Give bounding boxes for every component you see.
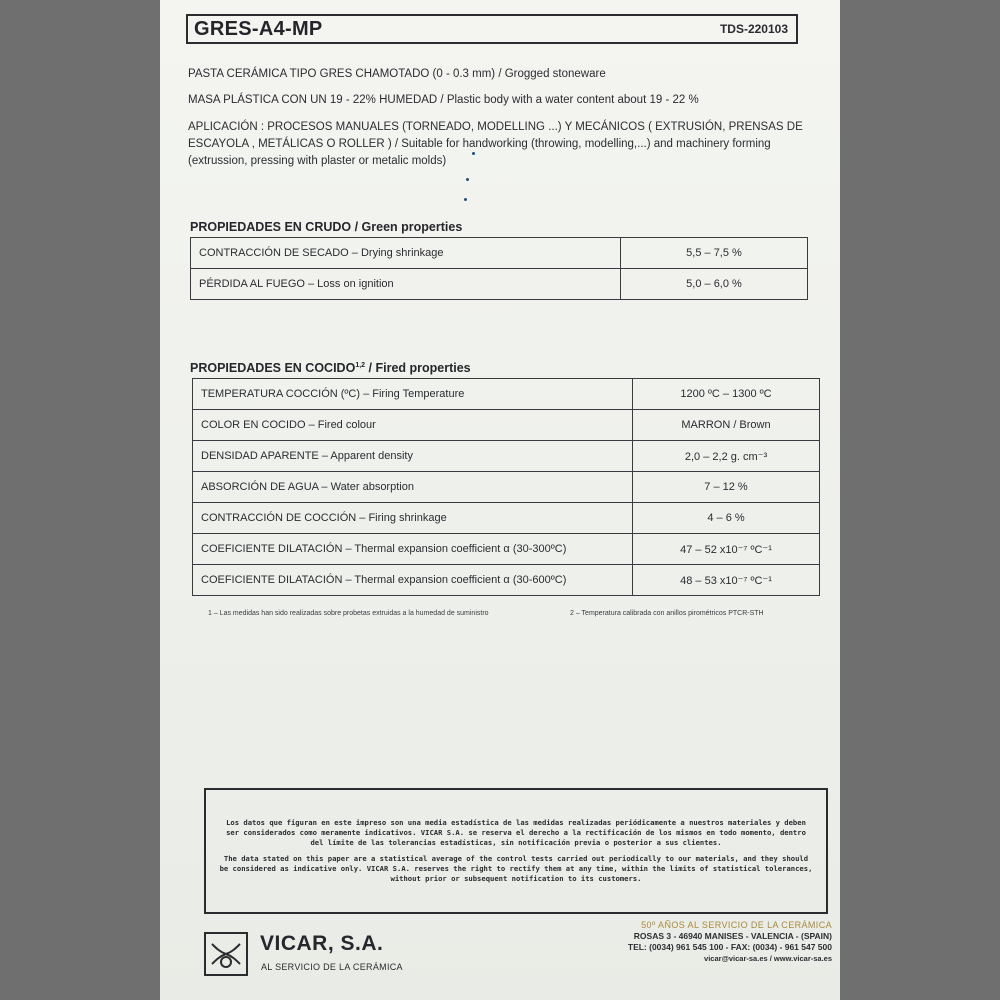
property-label: COLOR EN COCIDO – Fired colour bbox=[193, 410, 633, 441]
vicar-logo-icon bbox=[204, 932, 248, 976]
property-value: 7 – 12 % bbox=[633, 472, 820, 503]
disclaimer-english: The data stated on this paper are a statistical average of the control tests carried out periodically to our materials, and they should be considered as indicative only. VICAR S.A. reserves the right to rectify them at any time, within the limits of statistical tolerances, without prior or subsequent notification to its customers. bbox=[219, 854, 813, 883]
ink-speck bbox=[464, 198, 467, 201]
property-label: CONTRACCIÓN DE COCCIÓN – Firing shrinkage bbox=[193, 503, 633, 534]
property-value: 5,0 – 6,0 % bbox=[621, 269, 808, 300]
property-row bbox=[193, 410, 820, 441]
company-address-block bbox=[628, 920, 832, 964]
property-value: 5,5 – 7,5 % bbox=[621, 238, 808, 269]
document-code: TDS-220103 bbox=[719, 22, 788, 36]
property-label: COEFICIENTE DILATACIÓN – Thermal expansion coefficient α (30-600ºC) bbox=[193, 565, 633, 596]
property-value: 4 – 6 % bbox=[633, 503, 820, 534]
property-label: PÉRDIDA AL FUEGO – Loss on ignition bbox=[191, 269, 621, 300]
property-label: CONTRACCIÓN DE SECADO – Drying shrinkage bbox=[191, 238, 621, 269]
product-name: GRES-A4-MP bbox=[194, 18, 323, 40]
disclaimer-box bbox=[204, 788, 828, 914]
green-properties-table bbox=[190, 237, 808, 300]
property-label: ABSORCIÓN DE AGUA – Water absorption bbox=[193, 472, 633, 503]
property-row bbox=[193, 472, 820, 503]
address-line: ROSAS 3 - 46940 MANISES - VALENCIA - (SPAIN) bbox=[633, 931, 832, 941]
fired-properties-title bbox=[190, 361, 471, 375]
property-row bbox=[193, 503, 820, 534]
property-row bbox=[193, 441, 820, 472]
phone-line: TEL: (0034) 961 545 100 - FAX: (0034) - 961 547 500 bbox=[627, 942, 832, 952]
ink-speck bbox=[466, 178, 469, 181]
title-box bbox=[186, 14, 798, 44]
fired-title-main: PROPIEDADES EN COCIDO bbox=[190, 361, 356, 375]
property-row bbox=[193, 379, 820, 410]
property-row bbox=[191, 238, 808, 269]
property-row bbox=[193, 534, 820, 565]
property-value: 48 – 53 x10⁻⁷ ºC⁻¹ bbox=[633, 565, 820, 596]
footnote-1: 1 – Las medidas han sido realizadas sobre probetas extruidas a la humedad de suministro bbox=[208, 610, 489, 617]
property-row bbox=[191, 269, 808, 300]
property-value: 2,0 – 2,2 g. cm⁻³ bbox=[633, 441, 820, 472]
ink-speck bbox=[472, 152, 475, 155]
disclaimer-spanish: Los datos que figuran en este impreso son una media estadística de las medidas realizadas periódicamente a nuestros materiales y deben ser considerados como meramente indicativos. VICAR S.A. se reserva el derecho a la rectificación de los mismos en todo momento, dentro del límite de las tolerancias estadísticas, sin notificación previa o posterior a sus clientes. bbox=[226, 818, 806, 847]
company-name: VICAR, S.A. bbox=[260, 932, 384, 955]
property-label: COEFICIENTE DILATACIÓN – Thermal expansion coefficient α (30-300ºC) bbox=[193, 534, 633, 565]
property-label: DENSIDAD APARENTE – Apparent density bbox=[193, 441, 633, 472]
fired-title-sup: 1,2 bbox=[355, 361, 366, 369]
property-value: MARRON / Brown bbox=[633, 410, 820, 441]
anniversary-line: 50º AÑOS AL SERVICIO DE LA CERÁMICA bbox=[641, 920, 832, 930]
intro-body-type: PASTA CERÁMICA TIPO GRES CHAMOTADO (0 - 0.3 mm) / Grogged stoneware bbox=[188, 68, 606, 80]
property-value: 1200 ºC – 1300 ºC bbox=[633, 379, 820, 410]
green-properties-title: PROPIEDADES EN CRUDO / Green properties bbox=[190, 220, 463, 234]
datasheet-page bbox=[160, 0, 840, 1000]
web-line: vicar@vicar-sa.es / www.vicar-sa.es bbox=[704, 954, 832, 963]
property-label: TEMPERATURA COCCIÓN (ºC) – Firing Temperature bbox=[193, 379, 633, 410]
intro-application: APLICACIÓN : PROCESOS MANUALES (TORNEADO, MODELLING ...) Y MECÁNICOS ( EXTRUSIÓN, PRENSAS DE ESCAYOLA , METÁLICAS O ROLLER ) / Suitable for handworking (throwing, modelling,...) and machinery forming (extrussion, pressing with plaster or metalic molds) bbox=[188, 121, 803, 167]
company-tagline: AL SERVICIO DE LA CERÁMICA bbox=[261, 962, 403, 972]
property-value: 47 – 52 x10⁻⁷ ºC⁻¹ bbox=[633, 534, 820, 565]
intro-moisture: MASA PLÁSTICA CON UN 19 - 22% HUMEDAD / Plastic body with a water content about 19 - 22 % bbox=[188, 94, 699, 106]
fired-title-rest: / Fired properties bbox=[365, 361, 471, 375]
fired-properties-table bbox=[192, 378, 820, 596]
company-logo bbox=[204, 932, 504, 980]
property-row bbox=[193, 565, 820, 596]
footnote-2: 2 – Temperatura calibrada con anillos pirométricos PTCR-STH bbox=[570, 610, 764, 617]
